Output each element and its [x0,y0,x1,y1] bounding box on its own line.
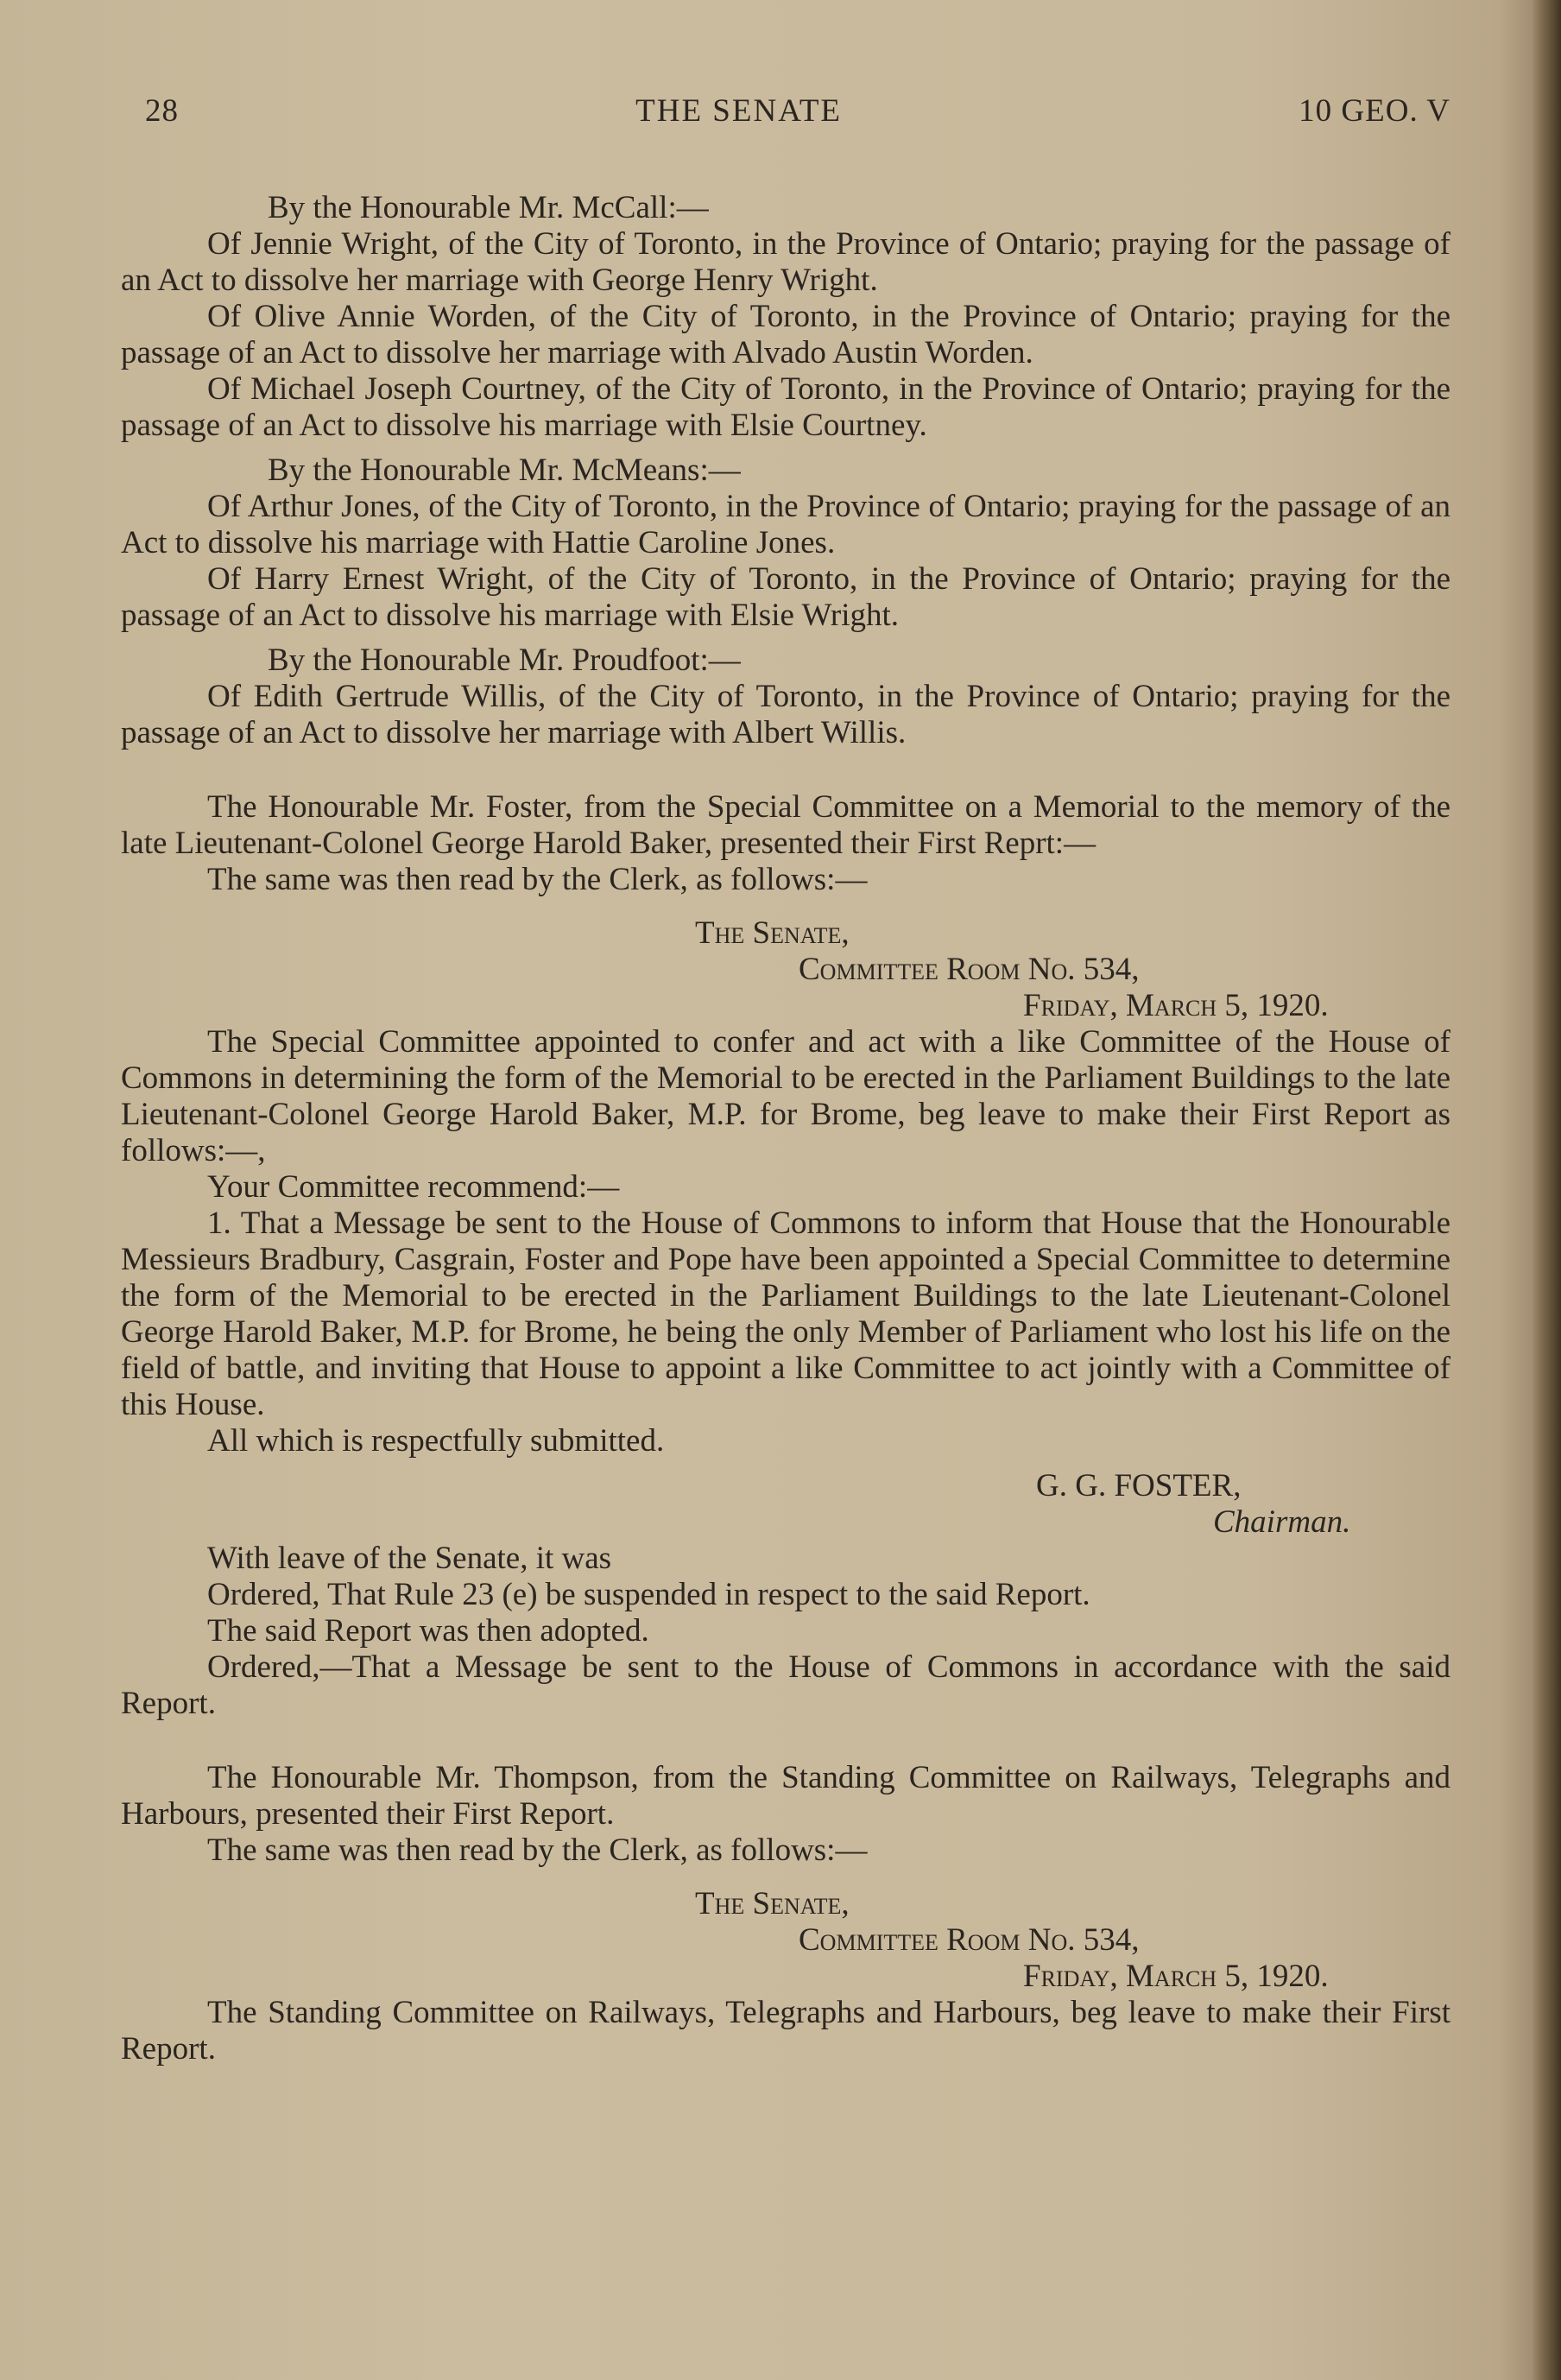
petition-paragraph: Of Jennie Wright, of the City of Toronto, in the Province of Ontario; praying for the passage of an Act to dissolve her marriage with George Henry Wright. [121,226,1450,298]
foster-committee-paragraph: The Honourable Mr. Foster, from the Special Committee on a Memorial to the memory of the late Lieutenant-Colonel George Harold Baker, presented their First Reprt:— [121,789,1450,861]
petitions-heading-mcmeans: By the Honourable Mr. McMeans:— [268,453,741,488]
report-address-room: Committee Room No. 534, [799,952,1140,987]
page-number: 28 [145,93,179,129]
petition-paragraph: Of Arthur Jones, of the City of Toronto, in the Province of Ontario; praying for the passage of an Act to dissolve his marriage with Hattie Caroline Jones. [121,489,1450,560]
report-paragraph: The Standing Committee on Railways, Telegraphs and Harbours, beg leave to make their First Report. [121,1995,1450,2067]
order-paragraph: Ordered, That Rule 23 (e) be suspended in respect to the said Report. [207,1577,1090,1612]
report-item: 1. That a Message be sent to the House of Commons to inform that House that the Honourable Messieurs Bradbury, Casgrain, Foster and Pope have been appointed a Special Committee to determine the form of the Memorial to be erected in the Parliament Buildings to the late Lieutenant-Colonel George Harold Baker, M.P. for Brome, he being the only Member of Parliament who lost his life on the field of battle, and inviting that House to appoint a like Committee to act jointly with a Committee of this House. [121,1206,1450,1422]
report-paragraph: The Special Committee appointed to confer and act with a like Committee of the House of Commons in determining the form of the Memorial to be erected in the Parliament Buildings to the late Lieutenant-Colonel George Harold Baker, M.P. for Brome, beg leave to make their First Report as follows:—, [121,1024,1450,1168]
petitions-heading-mccall: By the Honourable Mr. McCall:— [268,190,709,225]
report-address-senate: The Senate, [695,1886,850,1921]
report-address-room: Committee Room No. 534, [799,1922,1140,1958]
signature-title: Chairman. [1213,1504,1351,1540]
leave-line: With leave of the Senate, it was [207,1541,612,1576]
read-by-clerk-line: The same was then read by the Clerk, as follows:— [207,1832,868,1868]
page-header [121,93,1450,142]
petition-paragraph: Of Michael Joseph Courtney, of the City of Toronto, in the Province of Ontario; praying for the passage of an Act to dissolve his marriage with Elsie Courtney. [121,371,1450,443]
running-title: THE SENATE [635,93,843,129]
text-column [121,93,1450,2067]
read-by-clerk-line: The same was then read by the Clerk, as follows:— [207,862,868,897]
page-edge-shadow [1532,0,1561,2380]
order-paragraph: Ordered,—That a Message be sent to the House of Commons in accordance with the said Report. [121,1649,1450,1721]
report-address-senate: The Senate, [695,915,850,951]
signature-name: G. G. FOSTER, [1036,1468,1242,1503]
regnal-year: 10 GEO. V [1299,93,1450,129]
report-address-date: Friday, March 5, 1920. [1023,1959,1329,1994]
report-submitted-line: All which is respectfully submitted. [207,1423,665,1459]
adopted-line: The said Report was then adopted. [207,1613,649,1649]
petition-paragraph: Of Edith Gertrude Willis, of the City of Toronto, in the Province of Ontario; praying for the passage of an Act to dissolve her marriage with Albert Willis. [121,679,1450,750]
petition-paragraph: Of Harry Ernest Wright, of the City of Toronto, in the Province of Ontario; praying for the passage of an Act to dissolve his marriage with Elsie Wright. [121,561,1450,633]
petitions-heading-proudfoot: By the Honourable Mr. Proudfoot:— [268,642,741,678]
report-address-date: Friday, March 5, 1920. [1023,988,1329,1023]
thompson-committee-paragraph: The Honourable Mr. Thompson, from the Standing Committee on Railways, Telegraphs and Harbours, presented their First Report. [121,1760,1450,1832]
petition-paragraph: Of Olive Annie Worden, of the City of Toronto, in the Province of Ontario; praying for the passage of an Act to dissolve her marriage with Alvado Austin Worden. [121,299,1450,370]
report-recommend-line: Your Committee recommend:— [207,1169,620,1205]
